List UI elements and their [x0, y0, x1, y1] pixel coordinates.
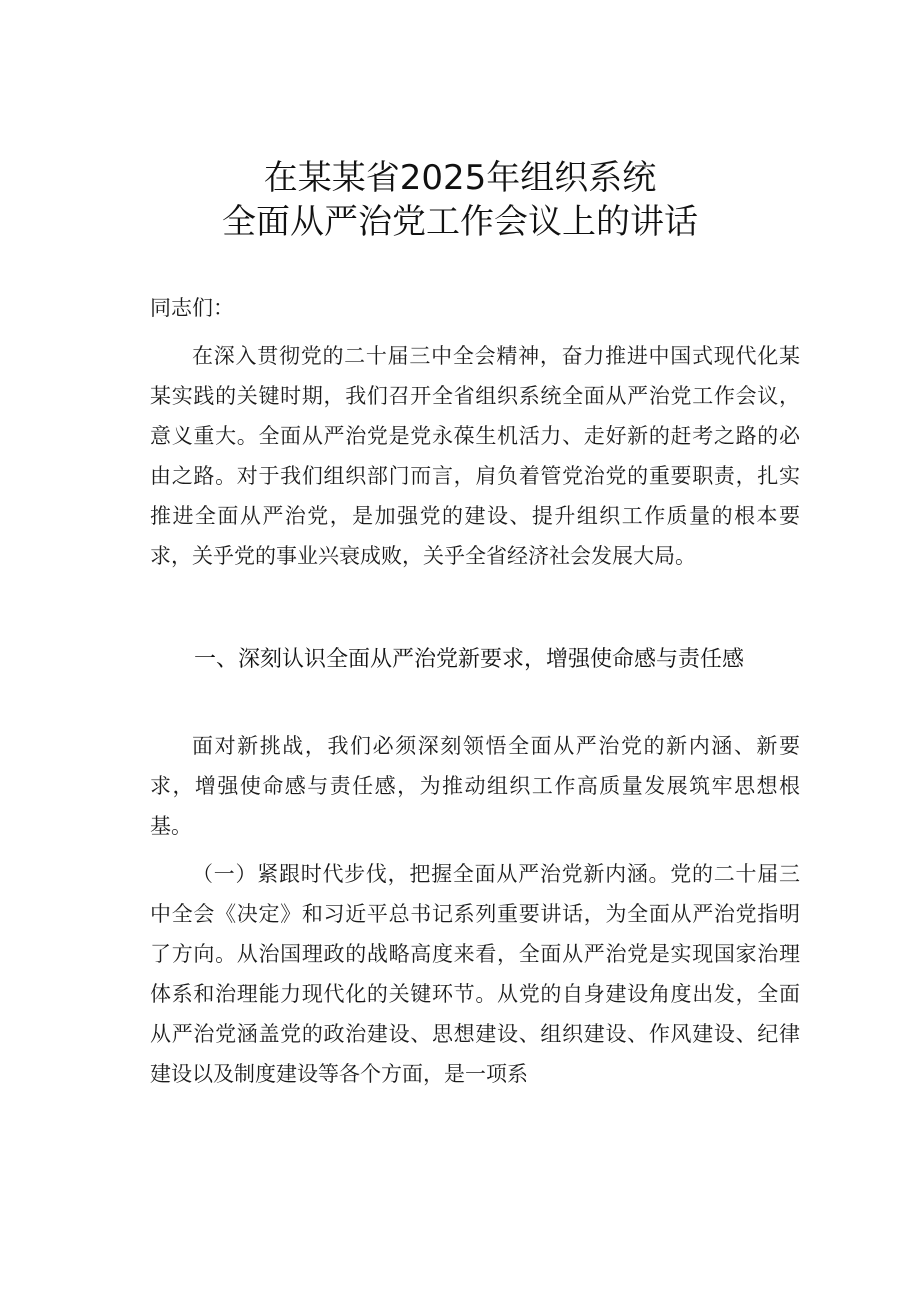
section-heading-1: 一、深刻认识全面从严治党新要求，增强使命感与责任感: [194, 647, 745, 672]
paragraph-section1-intro: 面对新挑战，我们必须深刻领悟全面从严治党的新内涵、新要求，增强使命感与责任感，为推动组织工作高质量发展筑牢思想根基。: [150, 734, 800, 838]
document-title-line-1: 在某某省2025年组织系统: [263, 158, 657, 198]
document-title-line-2: 全面从严治党工作会议上的讲话: [222, 202, 698, 242]
paragraph-subsection-1: （一）紧跟时代步伐，把握全面从严治党新内涵。党的二十届三中全会《决定》和习近平总书记系列重要讲话，为全面从严治党指明了方向。从治国理政的战略高度来看，全面从严治党是实现国家治理体系和治理能力现代化的关键环节。从党的自身建设角度出发，全面从严治党涵盖党的政治建设、思想建设、组织建设、作风建设、纪律建设以及制度建设等各个方面，是一项系: [150, 862, 800, 1086]
paragraph-intro: 在深入贯彻党的二十届三中全会精神，奋力推进中国式现代化某某实践的关键时期，我们召开全省组织系统全面从严治党工作会议，意义重大。全面从严治党是党永葆生机活力、走好新的赶考之路的必由之路。对于我们组织部门而言，肩负着管党治党的重要职责，扎实推进全面从严治党，是加强党的建设、提升组织工作质量的根本要求，关乎党的事业兴衰成败，关乎全省经济社会发展大局。: [150, 344, 800, 568]
salutation: 同志们：: [150, 296, 234, 320]
